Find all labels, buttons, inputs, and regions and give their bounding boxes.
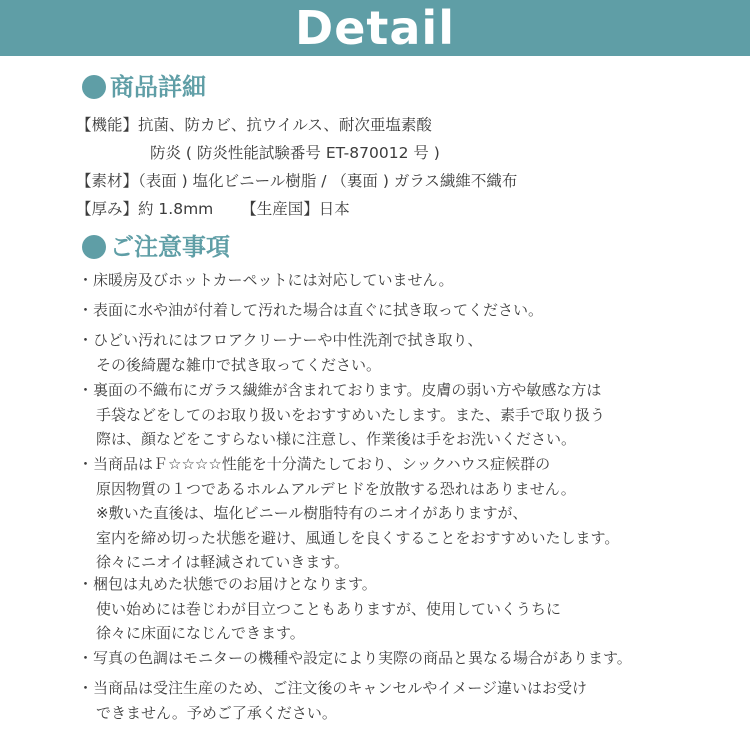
precautions-title: ご注意事項 (110, 233, 230, 261)
spec-function-fireproof: 防炎 ( 防炎性能試験番号 ET-870012 号 ) (150, 144, 440, 162)
header-banner (0, 0, 750, 56)
product-details-title: 商品詳細 (110, 73, 206, 101)
precaution-item (78, 268, 738, 293)
precaution-line: ・ひどい汚れにはフロアクリーナーや中性洗剤で拭き取り、 (78, 331, 483, 349)
precaution-line: ・当商品は受注生産のため、ご注文後のキャンセルやイメージ違いはお受け (78, 679, 587, 697)
precaution-line: 徐々に床面になじんできます。 (96, 624, 305, 642)
precaution-line: ・梱包は丸めた状態でのお届けとなります。 (78, 575, 377, 593)
precaution-line: 使い始めには巻じわが目立つこともありますが、使用していくうちに (96, 599, 562, 618)
precaution-line: ・表面に水や油が付着して汚れた場合は直ぐに拭き取ってください。 (78, 301, 544, 319)
precaution-line: ※敷いた直後は、塩化ビニール樹脂特有のニオイがありますが、 (96, 504, 528, 522)
precaution-line: ・当商品はＦ☆☆☆☆性能を十分満たしており、シックハウス症候群の (78, 455, 551, 473)
product-details-heading (82, 72, 206, 102)
precaution-item (78, 452, 738, 575)
circle-bullet-icon (82, 75, 106, 99)
precaution-line: 徐々にニオイは軽減されていきます。 (96, 553, 350, 571)
precaution-line: できません。予めご了承ください。 (96, 703, 337, 722)
precaution-item (78, 676, 738, 725)
precaution-line: 際は、顔などをこすらない様に注意し、作業後は手をお洗いください。 (96, 430, 577, 448)
precaution-item (78, 298, 738, 323)
precaution-item (78, 646, 738, 671)
spec-material: 【素材】（表面 ) 塩化ビニール樹脂 / （裏面 ) ガラス繊維不織布 (76, 172, 518, 190)
precaution-line: ・裏面の不織布にガラス繊維が含まれております。皮膚の弱い方や敏感な方は (78, 381, 602, 399)
precaution-item (78, 328, 738, 377)
precaution-line: ・床暖房及びホットカーペットには対応していません。 (78, 271, 454, 289)
precaution-line: 手袋などをしてのお取り扱いをおすすめいたします。また、素手で取り扱う (96, 405, 605, 424)
precaution-item (78, 378, 738, 452)
spec-function: 【機能】抗菌、防カビ、抗ウイルス、耐次亜塩素酸 (76, 116, 432, 134)
precaution-line: 室内を締め切った状態を避け、風通しを良くすることをおすすめいたします。 (96, 528, 620, 547)
precaution-item (78, 572, 738, 646)
precaution-line: ・写真の色調はモニターの機種や設定により実際の商品と異なる場合があります。 (78, 649, 632, 667)
circle-bullet-icon (82, 235, 106, 259)
precaution-line: 原因物質の１つであるホルムアルデヒドを放散する恐れはありません。 (96, 479, 576, 498)
precautions-heading (82, 232, 230, 262)
page-title: Detail (295, 1, 455, 55)
spec-thickness: 【厚み】約 1.8mm (76, 200, 214, 218)
spec-thickness-origin (76, 198, 350, 220)
spec-origin: 【生産国】日本 (241, 200, 350, 218)
precaution-line: その後綺麗な雑巾で拭き取ってください。 (96, 355, 382, 374)
